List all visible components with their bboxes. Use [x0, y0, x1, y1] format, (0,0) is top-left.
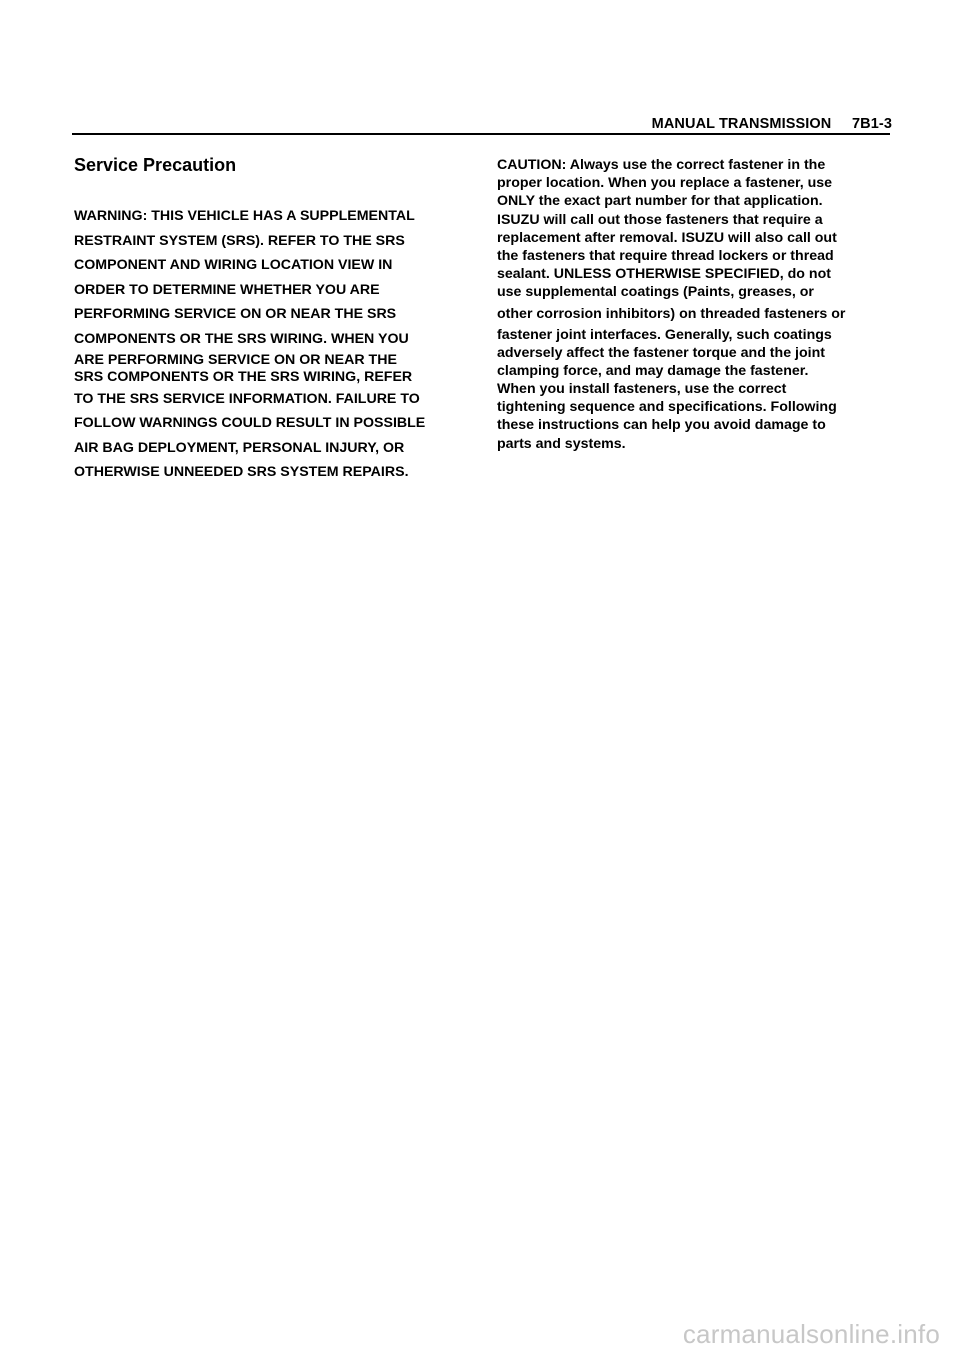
- warning-line: WARNING: THIS VEHICLE HAS A SUPPLEMENTAL: [74, 208, 415, 224]
- caution-line: fastener joint interfaces. Generally, such coatings: [497, 326, 832, 343]
- caution-line: When you install fasteners, use the correct: [497, 381, 787, 398]
- header-rule: [72, 133, 890, 135]
- warning-line: ARE PERFORMING SERVICE ON OR NEAR THE: [74, 351, 397, 368]
- caution-line: tightening sequence and specifications. Following: [497, 399, 837, 416]
- warning-line: AIR BAG DEPLOYMENT, PERSONAL INJURY, OR: [74, 439, 405, 456]
- warning-line: PERFORMING SERVICE ON OR NEAR THE SRS: [74, 306, 397, 323]
- warning-block: [74, 204, 474, 485]
- warning-line: COMPONENTS OR THE SRS WIRING. WHEN YOU: [74, 330, 409, 347]
- caution-line: parts and systems.: [497, 435, 626, 452]
- caution-line: the fasteners that require thread lockers or thread: [497, 247, 834, 264]
- section-title: Service Precaution: [74, 155, 237, 175]
- caution-line: these instructions can help you avoid damage to: [497, 417, 826, 434]
- warning-line: OTHERWISE UNNEEDED SRS SYSTEM REPAIRS.: [74, 464, 409, 481]
- caution-line: use supplemental coatings (Paints, greases, or: [497, 284, 814, 301]
- warning-line: RESTRAINT SYSTEM (SRS). REFER TO THE SRS: [74, 232, 405, 249]
- warning-line: TO THE SRS SERVICE INFORMATION. FAILURE TO: [74, 390, 420, 407]
- warning-line: FOLLOW WARNINGS COULD RESULT IN POSSIBLE: [74, 415, 426, 432]
- watermark: carmanualsonline.info: [682, 1319, 940, 1349]
- caution-line: other corrosion inhibitors) on threaded fasteners or: [497, 305, 846, 322]
- caution-line: ISUZU will call out those fasteners that require a: [497, 211, 823, 228]
- running-header: [652, 116, 892, 132]
- caution-line: CAUTION: Always use the correct fastener in the: [497, 157, 826, 173]
- warning-line: COMPONENT AND WIRING LOCATION VIEW IN: [74, 257, 393, 274]
- caution-line: clamping force, and may damage the fastener.: [497, 362, 809, 379]
- caution-line: ONLY the exact part number for that application.: [497, 193, 823, 210]
- caution-line: sealant. UNLESS OTHERWISE SPECIFIED, do not: [497, 266, 831, 283]
- caution-line: replacement after removal. ISUZU will also call out: [497, 229, 837, 246]
- warning-line: SRS COMPONENTS OR THE SRS WIRING, REFER: [74, 369, 413, 386]
- caution-line: proper location. When you replace a fastener, use: [497, 175, 833, 192]
- header-section: MANUAL TRANSMISSION: [651, 116, 832, 132]
- warning-line: ORDER TO DETERMINE WHETHER YOU ARE: [74, 281, 380, 298]
- header-page-number: 7B1-3: [852, 116, 892, 132]
- caution-line: adversely affect the fastener torque and the joint: [497, 344, 825, 361]
- caution-block: [497, 156, 897, 453]
